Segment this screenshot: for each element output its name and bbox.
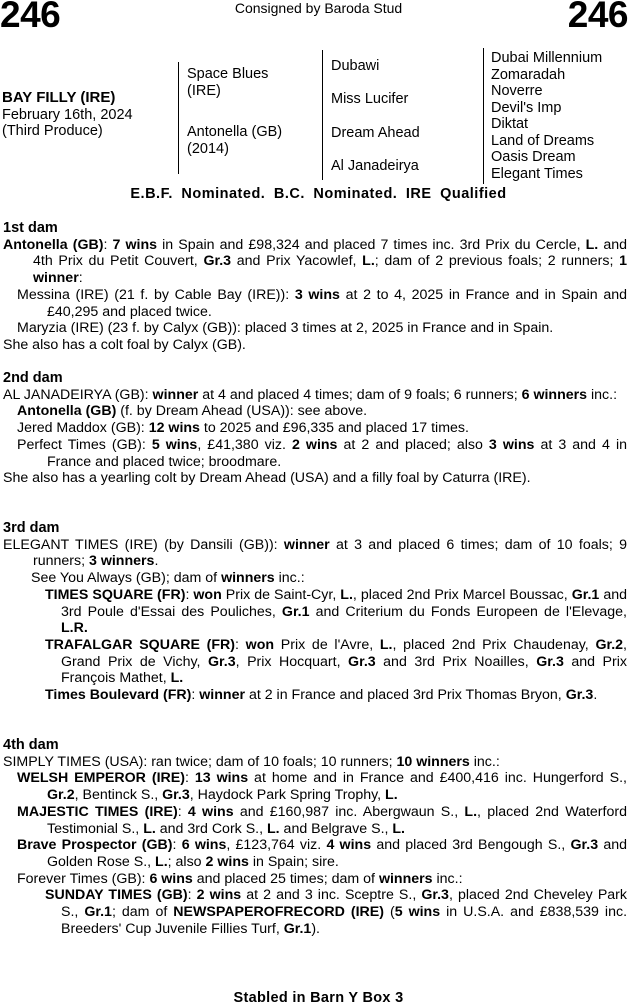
text: to 2025 and £96,335 and placed 17 times.: [199, 420, 469, 437]
text: ; dam of: [111, 904, 174, 921]
bold-text: 3 wins: [294, 286, 340, 303]
fourth-dam-entries: [3, 754, 627, 938]
bold-text: Gr.2: [47, 787, 75, 804]
bold-text: TIMES SQUARE (FR): [45, 586, 186, 603]
bold-text: won: [245, 636, 275, 653]
text: :: [172, 837, 182, 854]
text: She also has a yearling colt by Dream Ahead (USA) and a filly foal by Caturra (IRE).: [3, 470, 531, 487]
text: :: [78, 270, 83, 287]
fourth-dam-heading: 4th dam: [3, 737, 59, 753]
text: ; also: [167, 853, 206, 870]
pedigree-entry: [3, 570, 627, 587]
bold-text: L.: [362, 253, 375, 270]
pedigree-line-3: [483, 48, 484, 184]
bold-text: 1 winner: [33, 253, 628, 287]
consignor: Consigned by Baroda Stud: [234, 0, 403, 16]
bold-text: 6 winners: [521, 386, 588, 403]
bold-text: winner: [283, 536, 330, 553]
text: Forever Times (GB):: [17, 870, 150, 887]
text: :: [177, 803, 188, 820]
text: , placed 2nd Prix Chaudenay,: [392, 636, 596, 653]
bold-text: L.: [464, 803, 478, 820]
text: :: [235, 636, 246, 653]
text: ).: [311, 920, 320, 937]
text: in U.S.A. and £838,539 inc. Breeders' Cup Juvenile Fillies Turf,: [61, 904, 628, 937]
text: and placed 25 times; dam of: [192, 870, 379, 887]
pedigree-entry: [3, 237, 627, 287]
pedigree-entry: [3, 337, 627, 354]
text: inc.:: [469, 753, 500, 770]
text: , placed 2nd Waterford Testimonial S.,: [47, 803, 627, 837]
text: , placed 2nd Cheveley Park S.,: [61, 887, 627, 921]
text: inc.:: [432, 870, 463, 887]
pedigree-gen3: Dubai Millennium Zomaradah Noverre Devil's Imp Diktat Land of Dreams Oasis Dream Elegant Times: [491, 50, 603, 182]
bold-text: Antonella (GB): [17, 403, 117, 420]
bold-text: winner: [152, 386, 199, 403]
text: and placed 3rd Bengough S.,: [371, 837, 571, 854]
bold-text: L.R.: [61, 620, 88, 637]
bold-text: 2 wins: [205, 853, 249, 870]
bold-text: Gr.3: [570, 837, 599, 854]
text: :: [187, 887, 197, 904]
bold-text: L.: [267, 820, 280, 837]
text: , placed 2nd Prix Marcel Boussac,: [352, 586, 572, 603]
text: See You Always (GB); dam of: [31, 570, 222, 587]
text: , £123,764 viz.: [226, 837, 327, 854]
bold-text: Gr.3: [208, 653, 236, 670]
pedigree-entry: [3, 687, 627, 704]
text: ELEGANT TIMES (IRE) (by Dansili (GB)):: [3, 536, 284, 553]
fourth-dam-section: [3, 737, 627, 937]
bold-text: 4 wins: [187, 803, 234, 820]
pedigree-entry: [3, 637, 627, 687]
bold-text: Gr.3: [536, 653, 564, 670]
bold-text: L.: [392, 820, 405, 837]
bold-text: Gr.3: [565, 687, 594, 704]
bold-text: L.: [155, 853, 168, 870]
text: Messina (IRE) (21 f. by Cable Bay (IRE)):: [17, 286, 295, 303]
text: AL JANADEIRYA (GB):: [3, 386, 153, 403]
bold-text: Gr.3: [421, 887, 449, 904]
bold-text: 4 wins: [326, 837, 372, 854]
bold-text: 3 wins: [488, 436, 535, 453]
bold-text: Gr.3: [162, 787, 190, 804]
pedigree-entry: [3, 403, 627, 420]
bold-text: winners: [221, 570, 275, 587]
text: .: [593, 687, 598, 704]
text: at 2 to 4, 2025 in France and in Spain and £40,295 and placed twice.: [47, 286, 627, 320]
second-dam-entries: [3, 387, 627, 487]
bold-text: 6 wins: [181, 837, 227, 854]
text: and 4th Prix du Petit Couvert,: [33, 236, 627, 270]
bold-text: 3 winners: [89, 553, 155, 570]
pedigree-entry: [3, 537, 627, 570]
bold-text: 2 wins: [291, 436, 338, 453]
text: :: [185, 586, 194, 603]
text: and 3rd Cork S.,: [155, 820, 267, 837]
text: and Belgrave S.,: [279, 820, 393, 837]
bold-text: 13 wins: [194, 770, 249, 787]
pedigree-entry: [3, 387, 627, 404]
pedigree-line-1: [178, 62, 179, 174]
bold-text: 5 wins: [394, 904, 441, 921]
text: at 3 and 4 in France and placed twice; broodmare.: [47, 436, 627, 470]
third-dam-entries: [3, 537, 627, 704]
text: and £160,987 inc. Abergwaun S.,: [233, 803, 465, 820]
nominations: E.B.F. Nominated. B.C. Nominated. IRE Qualified: [130, 186, 507, 202]
pedigree-entry: [3, 871, 627, 888]
lot-number-right: 246: [567, 0, 628, 35]
text: , Prix Hocquart,: [235, 653, 349, 670]
bold-text: 7 wins: [112, 236, 158, 253]
bold-text: Brave Prospector (GB): [17, 837, 173, 854]
text: at 4 and placed 4 times; dam of 9 foals; 6 runners;: [198, 386, 522, 403]
pedigree-entry: [3, 437, 627, 470]
pedigree-sire-sire: Dubawi: [331, 58, 380, 74]
text: :: [191, 687, 200, 704]
bold-text: 12 wins: [148, 420, 200, 437]
bold-text: 6 wins: [149, 870, 193, 887]
text: at home and in France and £400,416 inc. Hungerford S.,: [248, 770, 627, 787]
third-dam-heading: 3rd dam: [3, 520, 60, 536]
pedigree-dam: Antonella (GB) (2014): [187, 124, 283, 157]
bold-text: 5 wins: [151, 436, 198, 453]
text: and 3rd Prix Noailles,: [375, 653, 537, 670]
bold-text: MAJESTIC TIMES (IRE): [17, 803, 178, 820]
text: inc.:: [274, 570, 305, 587]
text: :: [103, 236, 113, 253]
text: She also has a colt foal by Calyx (GB).: [3, 336, 246, 353]
bold-text: Gr.1: [283, 920, 312, 937]
text: Prix de l'Avre,: [274, 636, 380, 653]
pedigree-line-2: [322, 50, 323, 180]
text: in Spain; sire.: [248, 853, 339, 870]
text: Jered Maddox (GB):: [17, 420, 149, 437]
bold-text: TRAFALGAR SQUARE (FR): [45, 636, 235, 653]
second-dam-section: [3, 370, 627, 487]
bold-text: L.: [340, 586, 353, 603]
text: in Spain and £98,324 and placed 7 times inc. 3rd Prix du Cercle,: [157, 236, 586, 253]
pedigree-entry: [3, 587, 627, 637]
text: at 2 and placed; also: [337, 436, 489, 453]
text: inc.:: [587, 386, 618, 403]
text: , Haydock Park Spring Trophy,: [189, 787, 386, 804]
bold-text: L.: [143, 820, 156, 837]
text: at 2 and 3 inc. Sceptre S.,: [241, 887, 422, 904]
bold-text: WELSH EMPEROR (IRE): [17, 770, 185, 787]
text: , Bentinck S.,: [74, 787, 163, 804]
pedigree-entry: [3, 420, 627, 437]
pedigree-entry: [3, 470, 627, 487]
pedigree-entry: [3, 754, 627, 771]
bold-text: Gr.1: [84, 904, 112, 921]
text: and Prix Yacowlef,: [231, 253, 363, 270]
bold-text: L.: [585, 236, 599, 253]
bold-text: L.: [379, 636, 393, 653]
bold-text: Antonella (GB): [3, 236, 104, 253]
pedigree-entry: [3, 287, 627, 320]
foaling-date: February 16th, 2024: [2, 106, 133, 123]
bold-text: 10 winners: [396, 753, 470, 770]
first-dam-heading: 1st dam: [3, 220, 58, 236]
text: Perfect Times (GB):: [17, 436, 152, 453]
bold-text: SUNDAY TIMES (GB): [45, 887, 188, 904]
bold-text: NEWSPAPEROFRECORD (IRE): [173, 904, 384, 921]
text: SIMPLY TIMES (USA): ran twice; dam of 10 foals; 10 runners;: [3, 753, 397, 770]
third-dam-section: [3, 520, 627, 704]
pedigree-sire: Space Blues (IRE): [187, 66, 269, 99]
bold-text: Gr.2: [595, 636, 624, 653]
horse-name: BAY FILLY (IRE): [2, 89, 116, 106]
bold-text: L.: [170, 670, 184, 687]
pedigree-sire-dam: Miss Lucifer: [331, 91, 409, 107]
text: ; dam of 2 previous foals; 2 runners;: [374, 253, 620, 270]
pedigree-entry: [3, 804, 627, 837]
produce-note: (Third Produce): [2, 123, 103, 139]
text: Maryzia (IRE) (23 f. by Calyx (GB)): placed 3 times at 2, 2025 in France and in Spain.: [17, 320, 554, 337]
second-dam-heading: 2nd dam: [3, 370, 63, 386]
bold-text: winners: [378, 870, 433, 887]
text: .: [154, 553, 159, 570]
text: , £41,380 viz.: [197, 436, 292, 453]
text: (: [383, 904, 395, 921]
bold-text: 2 wins: [196, 887, 242, 904]
text: and Criterium du Fonds Europeen de l'Elevage,: [309, 603, 627, 620]
pedigree-dam-sire: Dream Ahead: [331, 125, 420, 141]
bold-text: Gr.1: [281, 603, 310, 620]
pedigree-entry: [3, 887, 627, 937]
bold-text: won: [193, 586, 222, 603]
text: (f. by Dream Ahead (USA)): see above.: [116, 403, 368, 420]
bold-text: Gr.1: [571, 586, 600, 603]
horse-info: [2, 90, 133, 140]
lot-number-left: 246: [0, 0, 61, 35]
first-dam-section: [3, 220, 627, 354]
first-dam-entries: [3, 237, 627, 354]
pedigree-entry: [3, 320, 627, 337]
text: and Prix François Mathet,: [61, 653, 627, 687]
text: , Grand Prix de Vichy,: [61, 636, 627, 670]
text: Prix de Saint-Cyr,: [221, 586, 341, 603]
bold-text: Gr.3: [203, 253, 232, 270]
stabling-info: Stabled in Barn Y Box 3: [233, 990, 404, 1006]
bold-text: winner: [199, 687, 245, 704]
bold-text: L.: [385, 787, 398, 804]
bold-text: Times Boulevard (FR): [45, 687, 192, 704]
text: :: [184, 770, 195, 787]
text: at 3 and placed 6 times; dam of 10 foals; 9 runners;: [33, 536, 627, 570]
pedigree-entry: [3, 770, 627, 803]
bold-text: Gr.3: [348, 653, 376, 670]
text: at 2 in France and placed 3rd Prix Thomas Bryon,: [245, 687, 566, 704]
pedigree-dam-dam: Al Janadeirya: [331, 158, 419, 174]
pedigree-entry: [3, 837, 627, 870]
text: and Golden Rose S.,: [47, 837, 627, 870]
text: and 3rd Poule d'Essai des Pouliches,: [61, 586, 628, 620]
